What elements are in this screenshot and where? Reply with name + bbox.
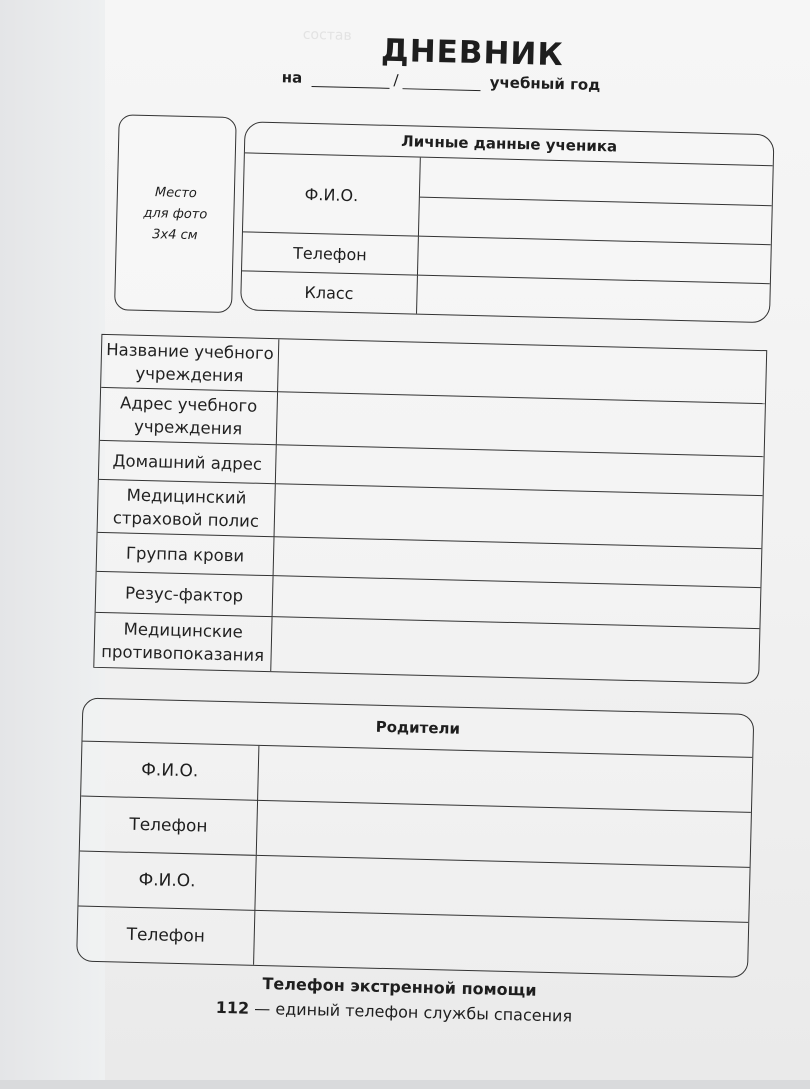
rh-factor-label: Резус-фактор bbox=[96, 572, 274, 617]
school-address-label: Адрес учебного учреждения bbox=[100, 388, 278, 445]
photo-caption-line: 3х4 см bbox=[152, 227, 198, 244]
home-address-label: Домашний адрес bbox=[99, 441, 277, 484]
emergency-phone-line bbox=[159, 997, 629, 1027]
school-info-table bbox=[93, 334, 767, 684]
page-title: ДНЕВНИК bbox=[380, 32, 565, 74]
photo-caption-line: для фото bbox=[143, 205, 208, 223]
student-fio-label: Ф.И.О. bbox=[243, 153, 421, 236]
emergency-number-description: — единый телефон службы спасения bbox=[248, 998, 573, 1026]
student-class-label: Класс bbox=[241, 271, 418, 313]
blood-group-label: Группа крови bbox=[97, 533, 275, 576]
parent-2-phone-label: Телефон bbox=[77, 907, 255, 965]
photo-caption-line: Место bbox=[154, 185, 198, 202]
parent-2-phone-field[interactable] bbox=[254, 911, 748, 977]
bleed-through-text: состав bbox=[302, 26, 352, 44]
parents-header: Родители bbox=[82, 699, 753, 758]
student-class-field[interactable] bbox=[417, 276, 770, 323]
parent-1-phone-label: Телефон bbox=[80, 797, 258, 856]
year-end-blank[interactable] bbox=[402, 72, 480, 91]
parents-table bbox=[76, 698, 754, 978]
year-slash: / bbox=[393, 70, 399, 90]
year-prefix: на bbox=[281, 68, 303, 87]
student-phone-label: Телефон bbox=[242, 232, 419, 275]
photo-caption bbox=[123, 181, 229, 247]
emergency-phone-title: Телефон экстренной помощи bbox=[262, 974, 537, 1000]
year-start-blank[interactable] bbox=[311, 70, 389, 89]
student-data-header: Личные данные ученика bbox=[245, 122, 774, 166]
photo-placeholder bbox=[114, 114, 237, 313]
insurance-policy-label: Медицинский страховой полис bbox=[98, 480, 276, 537]
contraindications-field[interactable] bbox=[271, 617, 759, 683]
emergency-number: 112 bbox=[215, 997, 250, 1018]
student-data-table bbox=[240, 121, 774, 323]
contraindications-label: Медицинские противопоказания bbox=[94, 613, 272, 671]
student-fio-field[interactable] bbox=[419, 158, 773, 246]
year-suffix: учебный год bbox=[489, 73, 601, 95]
parent-2-fio-label: Ф.И.О. bbox=[78, 852, 256, 911]
parent-1-fio-label: Ф.И.О. bbox=[81, 742, 259, 801]
school-name-label: Название учебного учреждения bbox=[101, 335, 279, 392]
